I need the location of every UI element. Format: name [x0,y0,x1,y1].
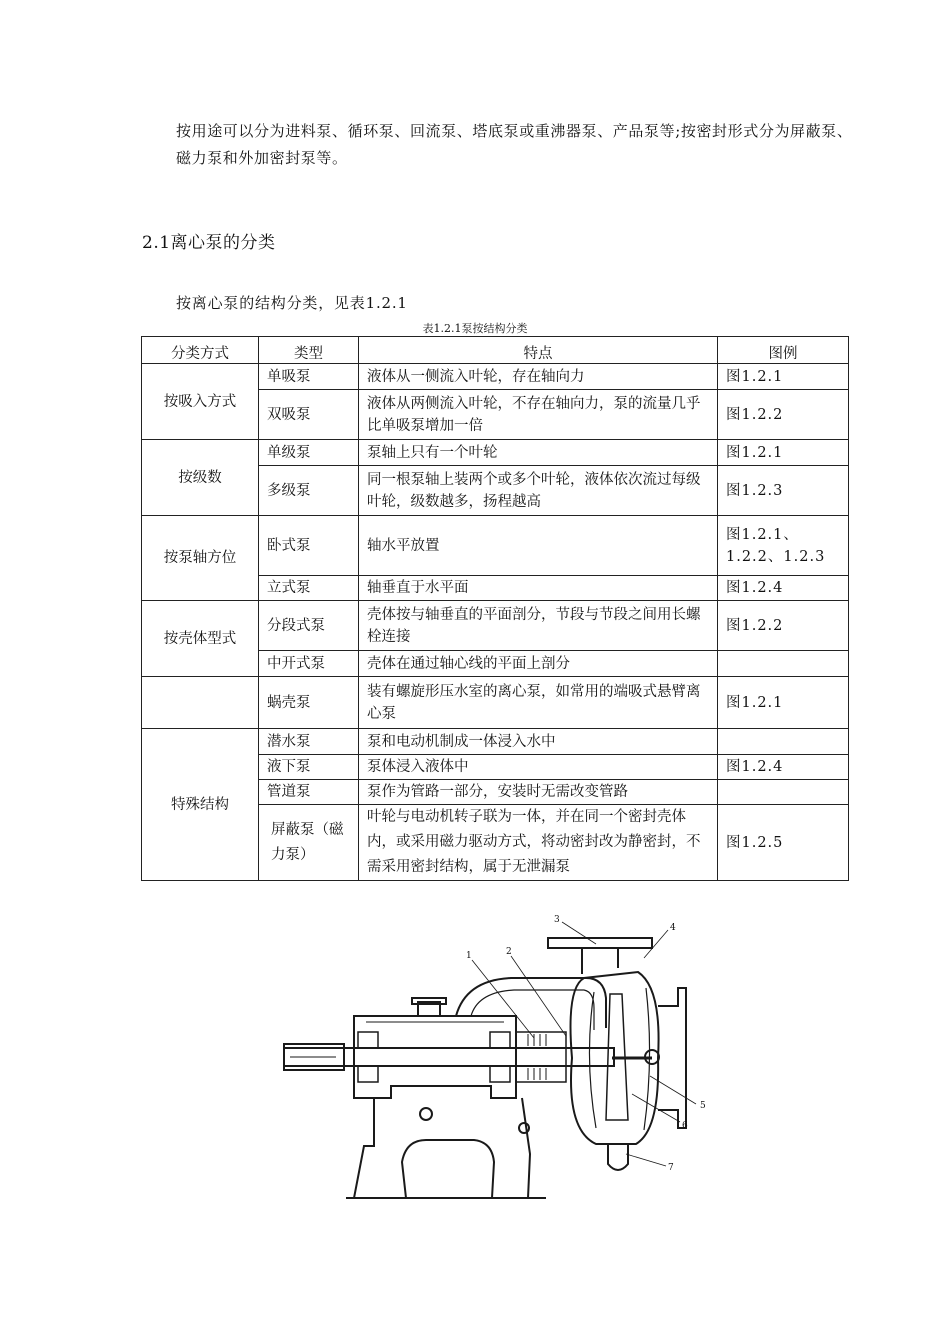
centrifugal-pump-cross-section-drawing [266,908,722,1208]
figure-ref-cell [718,729,849,755]
part-label: 2 [506,947,512,957]
feature-cell: 泵和电动机制成一体浸入水中 [359,729,718,755]
bearing-housing [354,1016,516,1098]
feature-cell: 泵作为管路一部分，安装时无需改变管路 [359,780,718,805]
type-cell: 管道泵 [259,780,359,805]
pump-support-frame [354,1098,530,1198]
type-cell: 立式泵 [259,576,359,601]
method-cell: 按吸入方式 [142,364,259,440]
section-heading: 2.1离心泵的分类 [142,233,276,253]
type-cell: 多级泵 [259,466,359,516]
figure-ref-cell: 图1.2.2 [718,601,849,651]
table-row [142,677,849,729]
figure-ref-cell: 图1.2.2 [718,390,849,440]
table-row [142,364,849,390]
header-feature: 特点 [359,337,718,364]
table-row [142,601,849,651]
type-cell: 双吸泵 [259,390,359,440]
suction-nozzle [658,988,686,1128]
feature-cell: 泵轴上只有一个叶轮 [359,440,718,466]
table-row [142,729,849,755]
figure-ref-cell: 图1.2.3 [718,466,849,516]
feature-cell: 液体从两侧流入叶轮，不存在轴向力，泵的流量几乎比单吸泵增加一倍 [359,390,718,440]
figure-ref-cell: 图1.2.4 [718,576,849,601]
feature-cell: 泵体浸入液体中 [359,755,718,780]
header-type: 类型 [259,337,359,364]
part-label: 7 [668,1163,674,1173]
figure-ref-cell: 图1.2.5 [718,805,849,881]
table-intro-text: 按离心泵的结构分类，见表1.2.1 [176,294,408,312]
part-label: 1 [466,951,472,961]
figure-ref-cell: 图1.2.1 [718,677,849,729]
method-cell [142,677,259,729]
feature-cell: 壳体按与轴垂直的平面剖分，节段与节段之间用长螺栓连接 [359,601,718,651]
figure-ref-cell [718,780,849,805]
feature-cell: 同一根泵轴上装两个或多个叶轮，液体依次流过每级叶轮，级数越多，扬程越高 [359,466,718,516]
figure-ref-cell: 图1.2.4 [718,755,849,780]
method-cell: 按泵轴方位 [142,516,259,601]
figure-ref-cell: 图1.2.1、1.2.2、1.2.3 [718,516,849,576]
type-cell: 蜗壳泵 [259,677,359,729]
type-cell: 单吸泵 [259,364,359,390]
type-cell: 卧式泵 [259,516,359,576]
part-label: 6 [682,1121,688,1131]
method-cell: 按壳体型式 [142,601,259,677]
method-cell: 特殊结构 [142,729,259,881]
table-header-row [142,337,849,364]
figure-ref-cell: 图1.2.1 [718,440,849,466]
feature-cell: 壳体在通过轴心线的平面上剖分 [359,651,718,677]
type-cell: 潜水泵 [259,729,359,755]
figure-ref-cell [718,651,849,677]
part-label: 4 [670,923,676,933]
classification-table [141,336,849,881]
type-cell: 单级泵 [259,440,359,466]
feature-cell: 装有螺旋形压水室的离心泵，如常用的端吸式悬臂离心泵 [359,677,718,729]
part-label: 5 [700,1101,706,1111]
discharge-flange [548,938,652,948]
header-method: 分类方式 [142,337,259,364]
intro-paragraph: 按用途可以分为进料泵、循环泵、回流泵、塔底泵或重沸器泵、产品泵等;按密封形式分为屏蔽泵、磁力泵和外加密封泵等。 [176,122,853,167]
header-figure: 图例 [718,337,849,364]
figure-ref-cell: 图1.2.1 [718,364,849,390]
type-cell: 屏蔽泵（磁力泵） [259,805,359,881]
type-cell: 中开式泵 [259,651,359,677]
table-row [142,440,849,466]
method-cell: 按级数 [142,440,259,516]
part-label: 3 [554,915,560,925]
table-caption: 表1.2.1泵按结构分类 [422,322,528,335]
feature-cell: 轴垂直于水平面 [359,576,718,601]
feature-cell: 轴水平放置 [359,516,718,576]
type-cell: 液下泵 [259,755,359,780]
feature-cell: 液体从一侧流入叶轮，存在轴向力 [359,364,718,390]
table-row [142,516,849,576]
type-cell: 分段式泵 [259,601,359,651]
feature-cell: 叶轮与电动机转子联为一体，并在同一个密封壳体内，或采用磁力驱动方式，将动密封改为静密封，不需采用密封结构，属于无泄漏泵 [359,805,718,881]
